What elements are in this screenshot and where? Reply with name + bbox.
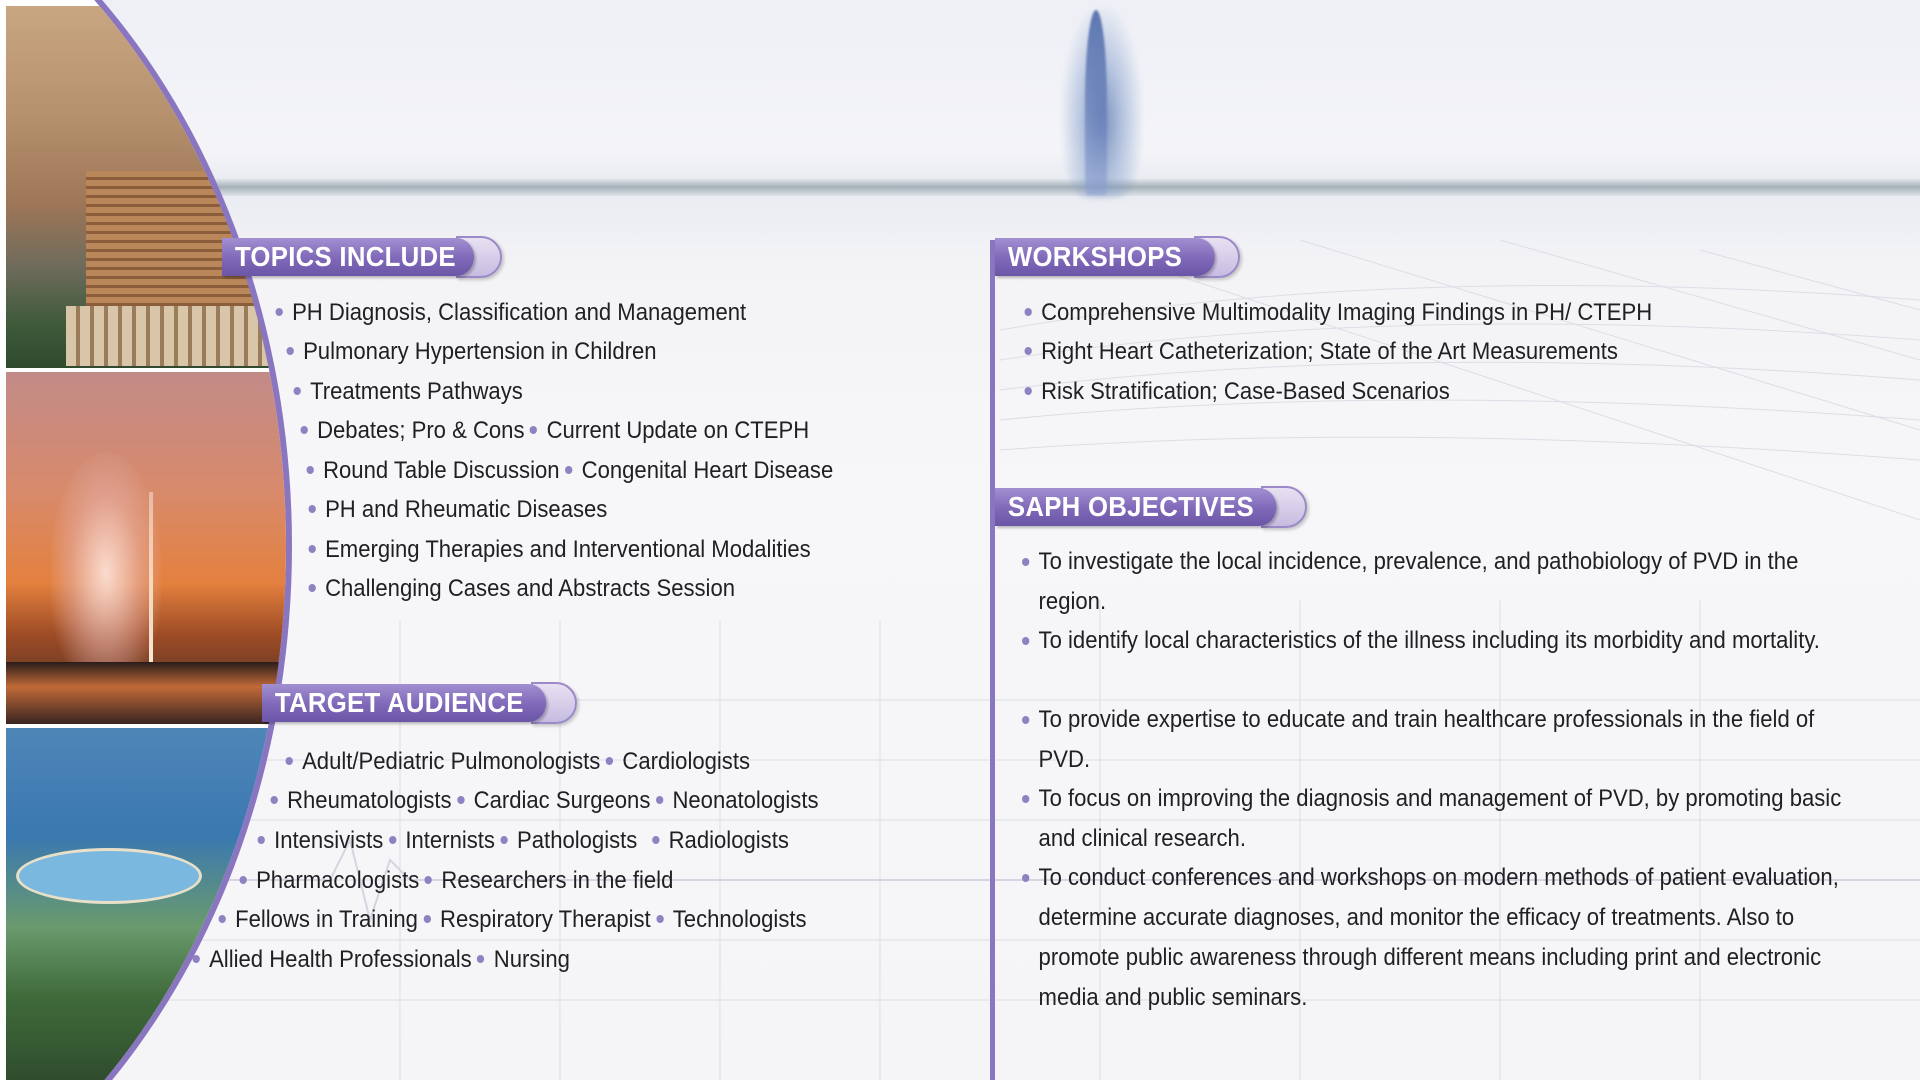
topic-item: Debates; Pro & Cons Current Update on CTEPH	[295, 416, 809, 446]
audience-item: Intensivists Internists Pathologists Radiologists	[252, 826, 789, 856]
bullet-icon	[1022, 637, 1029, 645]
workshop-item: Risk Stratification; Case-Based Scenarios	[1019, 377, 1450, 407]
bullet-icon	[309, 584, 316, 592]
objective-item: To investigate the local incidence, prevalence, and pathobiology of PVD in the region.	[1022, 542, 1859, 622]
fountain-jet	[1085, 10, 1107, 195]
bullet-icon	[1025, 308, 1032, 316]
workshops-header	[995, 236, 1240, 278]
bullet-icon	[477, 955, 484, 963]
workshops-title: WORKSHOPS	[995, 238, 1215, 276]
bullet-icon	[606, 757, 613, 765]
topic-item: PH Diagnosis, Classification and Management	[270, 298, 746, 328]
audience-item: Allied Health Professionals Nursing	[187, 945, 570, 975]
bullet-icon	[652, 836, 659, 844]
bullet-icon	[301, 426, 308, 434]
bullet-icon	[389, 836, 396, 844]
fountain-column	[149, 492, 153, 682]
bullet-icon	[258, 836, 265, 844]
bullet-icon	[1025, 387, 1032, 395]
bullet-icon	[425, 876, 432, 884]
bullet-icon	[309, 545, 316, 553]
workshop-item: Comprehensive Multimodality Imaging Findings in PH/ CTEPH	[1019, 298, 1652, 328]
bullet-icon	[307, 466, 314, 474]
audience-item: Adult/Pediatric Pulmonologists Cardiologists	[280, 747, 750, 777]
bullet-icon	[457, 796, 464, 804]
bullet-icon	[656, 796, 663, 804]
hotel-photo	[6, 6, 292, 368]
bullet-icon	[294, 387, 301, 395]
lagoon	[16, 848, 202, 904]
audience-header	[262, 682, 577, 724]
topics-title: TOPICS INCLUDE	[222, 238, 474, 276]
topics-header	[222, 236, 502, 278]
horizon-skyline	[190, 178, 1920, 196]
objective-item: To conduct conferences and workshops on modern methods of patient evaluation, determine accurate diagnoses, and monitor the efficacy of treatments. Also to promote public awareness through different means including print and electronic media and public seminars.	[1022, 858, 1859, 1018]
audience-item: Pharmacologists Researchers in the field	[234, 866, 673, 896]
objective-item: To focus on improving the diagnosis and management of PVD, by promoting basic and clinical research.	[1022, 779, 1859, 859]
fountain-spray	[51, 452, 161, 672]
bullet-icon	[286, 757, 293, 765]
workshop-item: Right Heart Catheterization; State of the Art Measurements	[1019, 337, 1618, 367]
topic-item: PH and Rheumatic Diseases	[303, 495, 607, 525]
bullet-icon	[219, 915, 226, 923]
topic-item: Round Table Discussion Congenital Heart Disease	[301, 456, 833, 486]
bullet-icon	[565, 466, 572, 474]
bullet-icon	[1022, 874, 1029, 882]
topic-item: Pulmonary Hypertension in Children	[281, 337, 657, 367]
sea-reflection	[6, 662, 292, 724]
audience-title: TARGET AUDIENCE	[262, 684, 546, 722]
bullet-icon	[276, 308, 283, 316]
objectives-header	[995, 486, 1307, 528]
bullet-icon	[1022, 716, 1029, 724]
bullet-icon	[656, 915, 663, 923]
objectives-title: SAPH OBJECTIVES	[995, 488, 1277, 526]
bullet-icon	[271, 796, 278, 804]
objective-item: To identify local characteristics of the illness including its morbidity and mortality.	[1022, 621, 1859, 661]
topic-item: Emerging Therapies and Interventional Modalities	[303, 535, 811, 565]
bullet-icon	[287, 347, 294, 355]
bullet-icon	[500, 836, 507, 844]
bullet-icon	[193, 955, 200, 963]
bullet-icon	[1025, 347, 1032, 355]
column-divider	[990, 240, 995, 1080]
topic-item: Challenging Cases and Abstracts Session	[303, 574, 735, 604]
bullet-icon	[240, 876, 247, 884]
bullet-icon	[1022, 795, 1029, 803]
bullet-icon	[530, 426, 537, 434]
corniche-photo	[6, 728, 292, 1080]
audience-item: Fellows in Training Respiratory Therapist Technologists	[213, 905, 807, 935]
sunset-fountain-photo	[6, 372, 292, 724]
topic-item: Treatments Pathways	[288, 377, 523, 407]
objective-item: To provide expertise to educate and train healthcare professionals in the field of PVD.	[1022, 700, 1859, 780]
hotel-annex	[66, 306, 286, 366]
bullet-icon	[423, 915, 430, 923]
bullet-icon	[1022, 558, 1029, 566]
bullet-icon	[309, 505, 316, 513]
audience-item: Rheumatologists Cardiac Surgeons Neonatologists	[265, 786, 819, 816]
